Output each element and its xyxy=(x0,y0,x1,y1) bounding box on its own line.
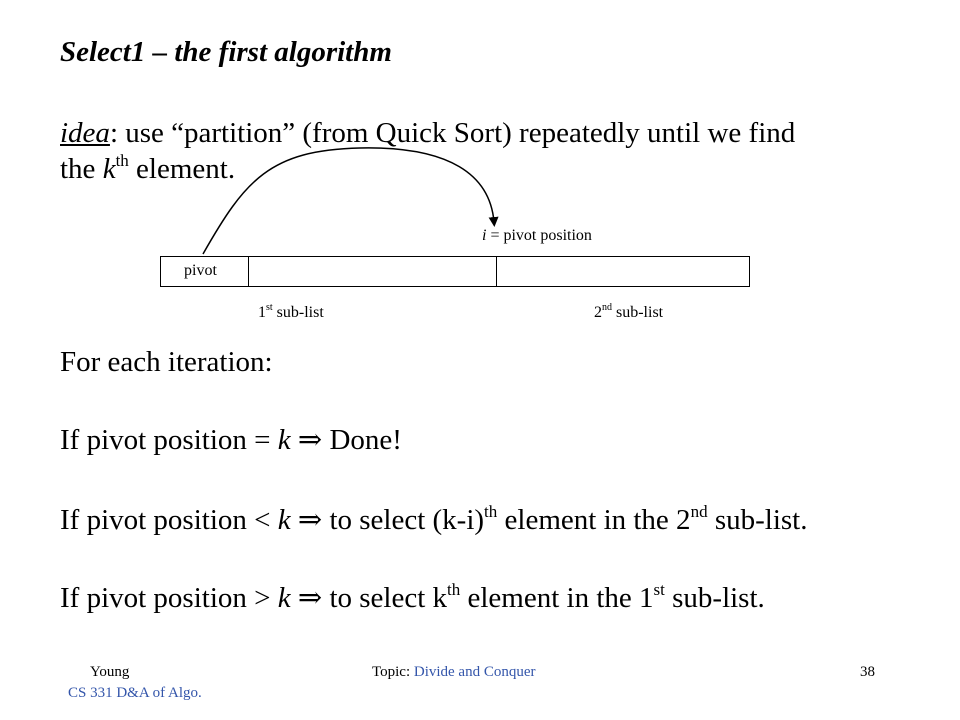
pivot-arrow-curve xyxy=(203,148,494,254)
rule-greater-mid: to select k xyxy=(329,582,448,614)
rule-greater-sup2: st xyxy=(653,580,665,599)
slide-title: Select1 – the first algorithm xyxy=(60,36,392,68)
pivot-divider xyxy=(248,257,249,286)
implies-icon: ⇒ xyxy=(290,582,330,614)
idea-line-2-end: element. xyxy=(128,153,236,185)
list-array-box xyxy=(160,256,750,287)
sublist-1-sup: st xyxy=(266,302,273,313)
idea-label: idea xyxy=(60,117,110,149)
footer-author: Young xyxy=(90,664,130,680)
pivot-cell-label: pivot xyxy=(184,262,217,279)
rule-less-post: sub-list. xyxy=(707,504,808,536)
sublist-2-text: sub-list xyxy=(612,304,664,321)
rule-equal xyxy=(60,422,402,457)
idea-the: the xyxy=(60,153,103,185)
footer-topic xyxy=(372,664,536,681)
implies-icon: ⇒ xyxy=(290,504,330,536)
idea-k: k xyxy=(102,153,116,185)
rule-greater-pre: If pivot position > xyxy=(60,582,278,614)
rule-greater-sup1: th xyxy=(447,580,461,599)
rule-greater xyxy=(60,580,765,615)
sublist-1-label xyxy=(258,304,324,322)
footer-course: CS 331 D&A of Algo. xyxy=(68,685,202,701)
iteration-heading: For each iteration: xyxy=(60,346,273,378)
sublist-2-num: 2 xyxy=(594,304,602,321)
rule-less-k: k xyxy=(277,504,291,536)
idea-line-1-text: : use “partition” (from Quick Sort) repeatedly until we find xyxy=(109,117,796,149)
rule-less-sup1: th xyxy=(484,502,498,521)
rule-less xyxy=(60,502,807,537)
pivot-position-divider xyxy=(496,257,497,286)
i-variable: i xyxy=(482,227,487,244)
rule-less-mid: to select (k-i) xyxy=(329,504,485,536)
sublist-2-sup: nd xyxy=(602,302,612,313)
sublist-1-text: sub-list xyxy=(272,304,324,321)
rule-less-mid2: element in the 2 xyxy=(497,504,691,536)
sublist-2-label xyxy=(594,304,663,322)
pivot-position-label xyxy=(482,227,592,245)
footer-topic-name: Divide and Conquer xyxy=(413,664,536,680)
rule-less-sup2: nd xyxy=(690,502,708,521)
rule-greater-mid2: element in the 1 xyxy=(460,582,654,614)
footer-page-number: 38 xyxy=(860,664,875,680)
rule-equal-post: Done! xyxy=(329,424,402,456)
rule-equal-k: k xyxy=(277,424,291,456)
pivot-position-text: = pivot position xyxy=(486,227,592,244)
rule-equal-pre: If pivot position = xyxy=(60,424,278,456)
implies-icon: ⇒ xyxy=(290,424,330,456)
rule-greater-post: sub-list. xyxy=(664,582,765,614)
sublist-1-num: 1 xyxy=(258,304,266,321)
footer-topic-prefix: Topic: xyxy=(372,664,414,680)
rule-greater-k: k xyxy=(277,582,291,614)
idea-k-sup: th xyxy=(115,151,129,170)
rule-less-pre: If pivot position < xyxy=(60,504,278,536)
